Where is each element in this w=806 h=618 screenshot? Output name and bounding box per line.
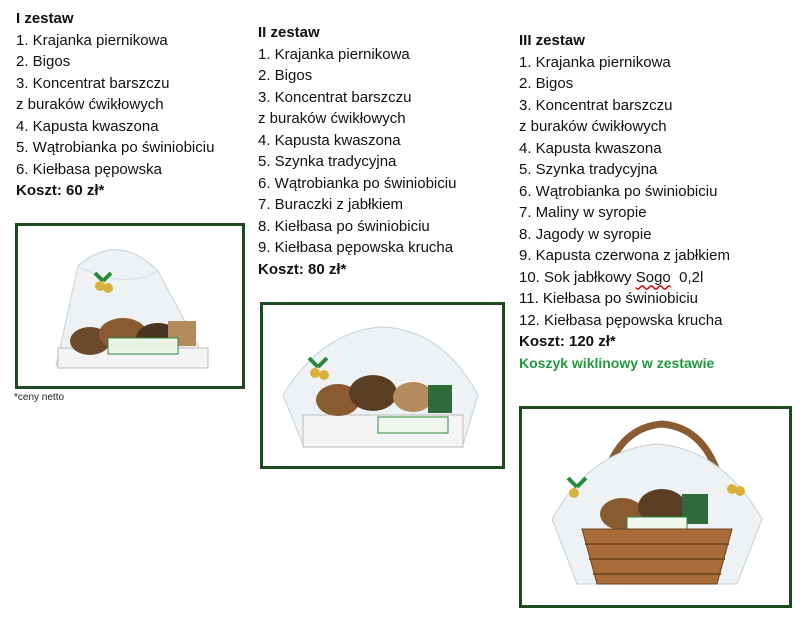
set-1-title: I zestaw <box>16 10 74 27</box>
set-1-item: 5. Wątrobianka po świniobiciu <box>16 139 215 156</box>
set-3-item: 2. Bigos <box>519 75 574 92</box>
gift-box-illustration <box>263 305 502 466</box>
set-3-item: 8. Jagody w syropie <box>519 225 652 243</box>
set-1-item: 1. Krajanka piernikowa <box>16 31 168 49</box>
item-10-size: 0,2l <box>670 268 704 286</box>
set-3-cost: Koszt: 120 zł* <box>519 333 616 350</box>
set-3-item: 4. Kapusta kwaszona <box>519 139 662 157</box>
basket-note: Koszyk wiklinowy w zestawie <box>519 354 715 371</box>
set-3 <box>519 30 730 374</box>
gift-bag-illustration <box>18 226 242 386</box>
set-1-cost: Koszt: 60 zł* <box>16 182 105 199</box>
set-1-item: 4. Kapusta kwaszona <box>16 117 159 135</box>
set-1 <box>16 8 214 202</box>
set-2-item: 2. Bigos <box>258 67 313 84</box>
set-2-item: 8. Kiełbasa po świniobiciu <box>258 217 430 235</box>
set-2-title: II zestaw <box>258 24 320 41</box>
set-2-item: 1. Krajanka piernikowa <box>258 45 410 63</box>
set-1-item: 2. Bigos <box>16 53 71 70</box>
set-3-item: z buraków ćwikłowych <box>519 118 667 135</box>
set-3-item: 3. Koncentrat barszczu <box>519 96 673 114</box>
gift-set-2-photo <box>260 302 505 469</box>
set-3-item: 11. Kiełbasa po świniobiciu <box>519 290 698 307</box>
set-3-item: 9. Kapusta czerwona z jabłkiem <box>519 247 730 264</box>
gift-set-3-photo <box>519 406 792 608</box>
set-2 <box>258 22 456 280</box>
set-3-item: 5. Szynka tradycyjna <box>519 161 658 178</box>
set-2-item: 3. Koncentrat barszczu <box>258 88 412 106</box>
set-1-item: 3. Koncentrat barszczu <box>16 74 170 92</box>
set-2-item: 4. Kapusta kwaszona <box>258 131 401 149</box>
set-2-item: 6. Wątrobianka po świniobiciu <box>258 174 457 192</box>
set-3-item: 1. Krajanka piernikowa <box>519 53 671 71</box>
set-1-item: z buraków ćwikłowych <box>16 96 164 113</box>
set-3-item: 6. Wątrobianka po świniobiciu <box>519 182 718 200</box>
item-10-text: 10. Sok jabłkowy <box>519 268 636 286</box>
footnote: *ceny netto <box>14 392 65 403</box>
set-3-item: 7. Maliny w syropie <box>519 204 647 221</box>
wicker-basket-illustration <box>522 409 789 605</box>
set-3-item: 12. Kiełbasa pępowska krucha <box>519 311 723 329</box>
set-1-item: 6. Kiełbasa pępowska <box>16 160 162 178</box>
set-2-cost: Koszt: 80 zł* <box>258 260 347 278</box>
set-2-item: 5. Szynka tradycyjna <box>258 153 397 170</box>
brand-name: Sogo <box>635 268 671 286</box>
set-2-item: 9. Kiełbasa pępowska krucha <box>258 239 454 256</box>
set-2-item: z buraków ćwikłowych <box>258 110 406 127</box>
set-2-item: 7. Buraczki z jabłkiem <box>258 196 404 213</box>
set-3-item-10 <box>519 267 730 289</box>
set-3-title: III zestaw <box>519 32 585 49</box>
gift-set-1-photo <box>15 223 245 389</box>
